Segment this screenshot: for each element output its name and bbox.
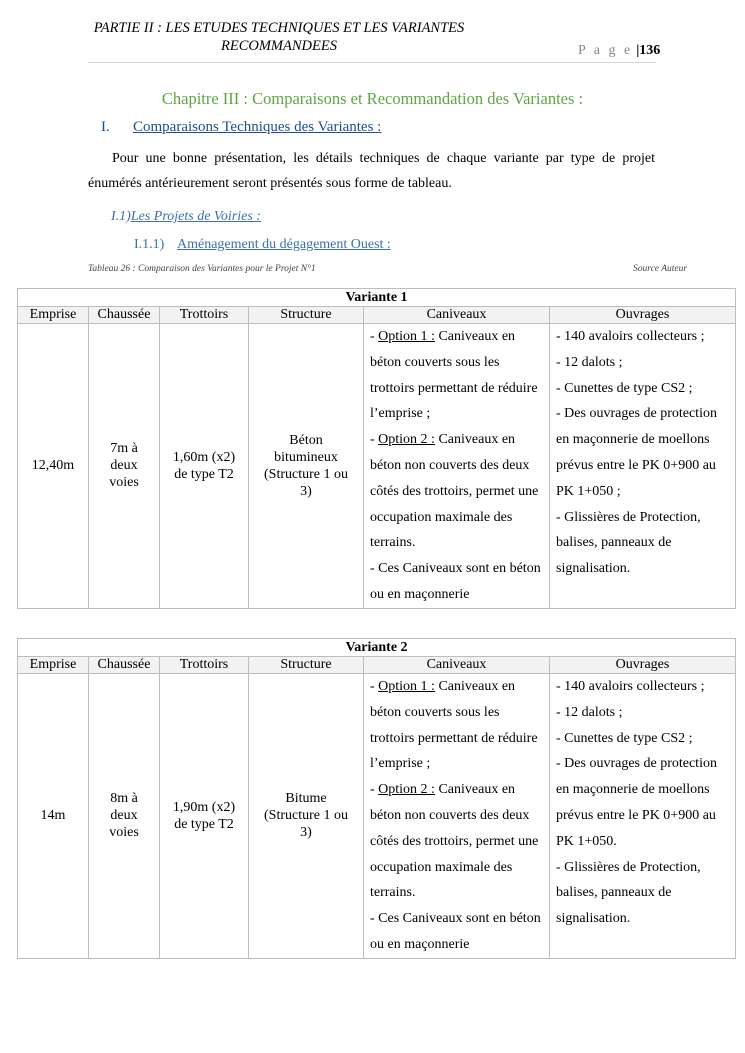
caniveaux-option-text: Caniveaux en béton non couverts des deux côtés des trottoirs, permet une occupation maximale des terrains. xyxy=(370,432,539,551)
intro-line-1: Pour une bonne présentation, les détails techniques de chaque variante par type de projet xyxy=(112,151,655,166)
caniveaux-option-label: Option 2 : xyxy=(378,432,435,448)
intro-paragraph xyxy=(88,146,655,196)
header-divider xyxy=(88,62,656,63)
ouvrages-item: - 140 avaloirs collecteurs ; xyxy=(556,679,705,694)
col-header-structure: Structure xyxy=(249,307,364,324)
section-number: I. xyxy=(101,119,110,135)
ouvrages-item-text: Cunettes de type CS2 ; xyxy=(564,730,693,746)
caniveaux-item: - Option 1 : Caniveaux en béton couverts sous les trottoirs permettant de réduire l’emprise ; xyxy=(370,329,538,422)
ouvrages-item-text: 140 avaloirs collecteurs ; xyxy=(564,329,705,344)
ouvrages-item-text: 12 dalots ; xyxy=(564,354,623,370)
caniveaux-item: - Ces Caniveaux sont en béton ou en maçonnerie xyxy=(370,911,541,952)
cell-structure: Béton bitumineux (Structure 1 ou 3) xyxy=(249,324,364,609)
caniveaux-option-label: Option 1 : xyxy=(378,329,435,344)
ouvrages-item-text: 140 avaloirs collecteurs ; xyxy=(564,679,705,694)
col-header-caniveaux: Caniveaux xyxy=(364,657,550,674)
subsection-title: Les Projets de Voiries : xyxy=(130,209,261,224)
ouvrages-item-text: Glissières de Protection, balises, panneaux de signalisation. xyxy=(556,859,701,927)
ouvrages-item: - Des ouvrages de protection en maçonnerie de moellons prévus entre le PK 0+900 au PK 1+050 ; xyxy=(556,406,717,499)
col-header-structure: Structure xyxy=(249,657,364,674)
caniveaux-item: - Option 1 : Caniveaux en béton couverts sous les trottoirs permettant de réduire l’emprise ; xyxy=(370,679,538,772)
col-header-trottoirs: Trottoirs xyxy=(160,307,249,324)
variant-title: Variante 2 xyxy=(18,639,736,657)
section-heading xyxy=(101,119,381,136)
caniveaux-option-text: Caniveaux en béton couverts sous les trottoirs permettant de réduire l’emprise ; xyxy=(370,679,538,772)
caniveaux-option-text: Caniveaux en béton non couverts des deux côtés des trottoirs, permet une occupation maximale des terrains. xyxy=(370,782,539,901)
ouvrages-item: - 140 avaloirs collecteurs ; xyxy=(556,329,705,344)
caniveaux-option-label: Option 2 : xyxy=(378,782,435,798)
cell-emprise: 14m xyxy=(18,674,89,959)
ouvrages-item: - Cunettes de type CS2 ; xyxy=(556,380,693,396)
variant-table-2 xyxy=(17,638,736,959)
caniveaux-note-text: Ces Caniveaux sont en béton ou en maçonnerie xyxy=(370,911,541,952)
subsection-heading xyxy=(111,209,261,225)
cell-trottoirs: 1,60m (x2) de type T2 xyxy=(160,324,249,609)
caniveaux-item: - Option 2 : Caniveaux en béton non couverts des deux côtés des trottoirs, permet une occupation maximale des terrains. xyxy=(370,782,539,901)
cell-trottoirs: 1,90m (x2) de type T2 xyxy=(160,674,249,959)
intro-line-2: énumérés antérieurement seront présentés sous forme de tableau. xyxy=(88,176,452,191)
page-label: P a g e xyxy=(578,43,633,58)
cell-chaussee: 8m à deux voies xyxy=(89,674,160,959)
cell-ouvrages xyxy=(550,674,736,959)
ouvrages-item-text: Des ouvrages de protection en maçonnerie de moellons prévus entre le PK 0+900 au PK 1+050 ; xyxy=(556,406,717,499)
cell-ouvrages xyxy=(550,324,736,609)
col-header-emprise: Emprise xyxy=(18,307,89,324)
cell-emprise: 12,40m xyxy=(18,324,89,609)
col-header-ouvrages: Ouvrages xyxy=(550,657,736,674)
page-separator: | xyxy=(636,43,640,58)
running-header-title: PARTIE II : LES ETUDES TECHNIQUES ET LES VARIANTES RECOMMANDEES xyxy=(93,20,465,54)
col-header-caniveaux: Caniveaux xyxy=(364,307,550,324)
section-title: Comparaisons Techniques des Variantes : xyxy=(133,119,382,135)
caniveaux-item: - Ces Caniveaux sont en béton ou en maçonnerie xyxy=(370,561,541,602)
ouvrages-item-text: Cunettes de type CS2 ; xyxy=(564,380,693,396)
table-source: Source Auteur xyxy=(633,264,688,274)
cell-chaussee: 7m à deux voies xyxy=(89,324,160,609)
chapter-title: Chapitre III : Comparaisons et Recommandation des Variantes : xyxy=(161,89,584,108)
subsubsection-heading xyxy=(134,237,391,253)
col-header-chaussee: Chaussée xyxy=(89,657,160,674)
variant-table-1 xyxy=(17,288,736,609)
caniveaux-item: - Option 2 : Caniveaux en béton non couverts des deux côtés des trottoirs, permet une occupation maximale des terrains. xyxy=(370,432,539,551)
ouvrages-item-text: Des ouvrages de protection en maçonnerie de moellons prévus entre le PK 0+900 au PK 1+050. xyxy=(556,756,717,849)
ouvrages-item-text: 12 dalots ; xyxy=(564,704,623,720)
ouvrages-item: - Glissières de Protection, balises, panneaux de signalisation. xyxy=(556,509,701,577)
col-header-emprise: Emprise xyxy=(18,657,89,674)
ouvrages-item: - Des ouvrages de protection en maçonnerie de moellons prévus entre le PK 0+900 au PK 1+050. xyxy=(556,756,717,849)
subsubsection-title: Aménagement du dégagement Ouest : xyxy=(177,237,391,252)
subsubsection-number: I.1.1) xyxy=(134,237,165,252)
subsection-number: I.1) xyxy=(111,209,131,224)
col-header-ouvrages: Ouvrages xyxy=(550,307,736,324)
ouvrages-item: - 12 dalots ; xyxy=(556,354,623,370)
table-caption: Tableau 26 : Comparaison des Variantes pour le Projet N°1 xyxy=(88,264,316,274)
ouvrages-item: - 12 dalots ; xyxy=(556,704,623,720)
page-number-block xyxy=(578,43,660,59)
page-number: 136 xyxy=(639,43,661,58)
ouvrages-item-text: Glissières de Protection, balises, panneaux de signalisation. xyxy=(556,509,701,577)
col-header-chaussee: Chaussée xyxy=(89,307,160,324)
caniveaux-note-text: Ces Caniveaux sont en béton ou en maçonnerie xyxy=(370,561,541,602)
cell-caniveaux xyxy=(364,674,550,959)
caniveaux-option-label: Option 1 : xyxy=(378,679,435,694)
col-header-trottoirs: Trottoirs xyxy=(160,657,249,674)
cell-caniveaux xyxy=(364,324,550,609)
cell-structure: Bitume (Structure 1 ou 3) xyxy=(249,674,364,959)
variant-title: Variante 1 xyxy=(18,289,736,307)
ouvrages-item: - Cunettes de type CS2 ; xyxy=(556,730,693,746)
caniveaux-option-text: Caniveaux en béton couverts sous les trottoirs permettant de réduire l’emprise ; xyxy=(370,329,538,422)
ouvrages-item: - Glissières de Protection, balises, panneaux de signalisation. xyxy=(556,859,701,927)
